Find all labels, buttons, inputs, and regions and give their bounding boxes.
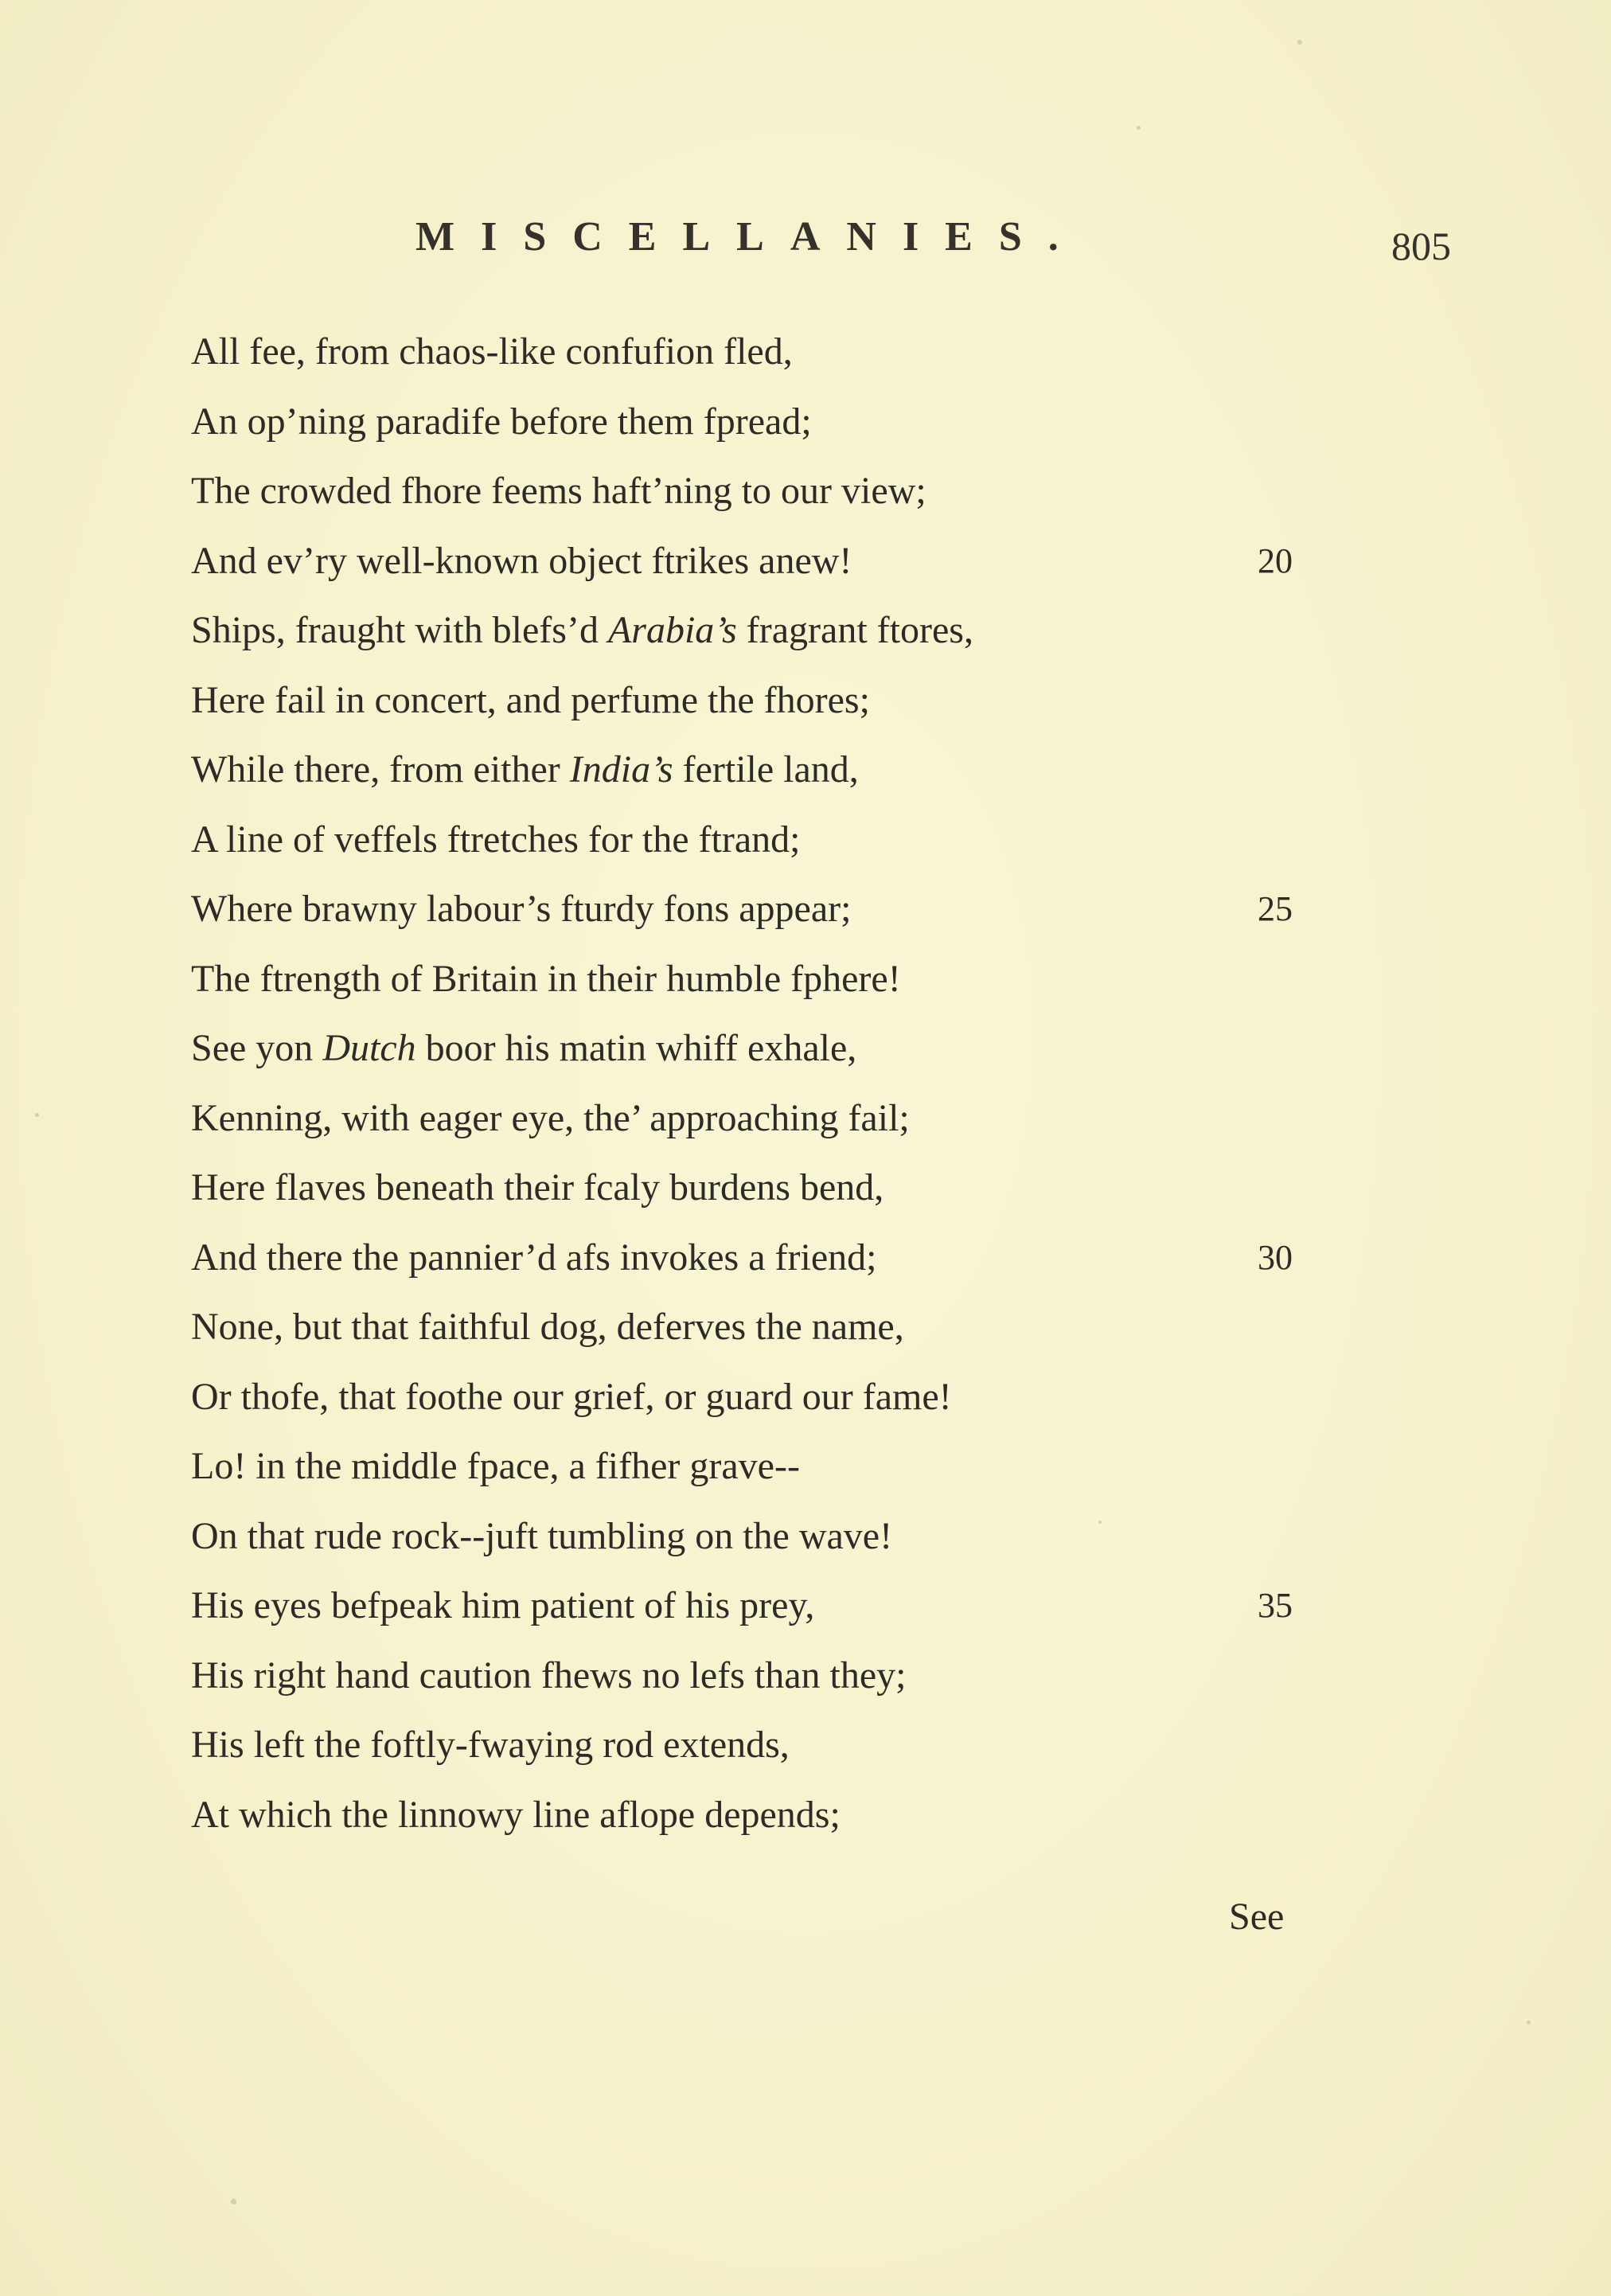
paper-speck [1527,2021,1531,2025]
paper-speck [231,2199,236,2204]
paper-speck [1098,1521,1102,1524]
line-number: 35 [1258,1586,1293,1625]
verse-line [191,1431,1544,1501]
verse-line-text: All fee, from chaos-like confufion fled, [191,330,793,373]
verse-line-text: Where brawny labour’s fturdy fons appear; [191,888,852,930]
italic-name: Dutch [322,1027,416,1069]
paper-speck [35,1113,39,1117]
verse-line-text: The crowded fhore feems haft’ning to our view; [191,470,926,512]
verse-line-text: None, but that faithful dog, deferves the name, [191,1306,904,1348]
line-number: 30 [1258,1237,1293,1277]
line-number: 20 [1258,541,1293,580]
verse-line-text: Ships, fraught with blefs’d Arabia’s fragrant ftores, [191,609,973,651]
italic-name: India’s [569,748,673,791]
verse-line [191,1013,1544,1084]
verse-line [191,387,1544,457]
verse-line [191,735,1544,805]
verse-line [191,317,1544,387]
verse-line-text: Here fail in concert, and perfume the fhores; [191,678,870,721]
catchword: See [1229,1896,1285,1938]
verse-line [191,1780,1544,1850]
verse-line [191,1084,1544,1154]
verse-line [191,1362,1544,1432]
verse-line [191,1501,1544,1572]
verse-line-text: While there, from either India’s fertile land, [191,748,859,791]
verse-line [191,805,1544,875]
paper-speck [1297,40,1302,45]
verse-line-text: Here flaves beneath their fcaly burdens bend, [191,1166,884,1209]
verse-line-text: His left the foftly-fwaying rod extends, [191,1724,790,1766]
verse-line-text: His right hand caution fhews no lefs than they; [191,1654,907,1697]
verse-line-text: An op’ning paradife before them fpread; [191,400,812,443]
verse-line [191,526,1544,596]
verse-line [191,1153,1544,1223]
verse-line [191,874,1544,944]
verse-line-text: Or thofe, that foothe our grief, or guard our fame! [191,1375,952,1418]
verse-line [191,1223,1544,1293]
verse-line [191,1292,1544,1362]
verse-line-text: The ftrength of Britain in their humble fphere! [191,957,901,1000]
verse-line-text: A line of veffels ftretches for the ftrand; [191,818,801,861]
verse-line-text: Kenning, with eager eye, the’ approaching fail; [191,1096,910,1139]
running-head: MISCELLANIES. [415,214,1085,260]
paper-speck [1137,126,1141,130]
verse-line [191,1571,1544,1641]
verse-line-text: His eyes befpeak him patient of his prey, [191,1584,815,1626]
italic-name: Arabia’s [607,609,737,651]
verse-block [191,317,1544,1849]
verse-line [191,666,1544,736]
page-number: 805 [1391,224,1451,268]
verse-line-text: And ev’ry well-known object ftrikes anew! [191,539,852,582]
verse-line-text: And there the pannier’d afs invokes a friend; [191,1236,877,1279]
verse-line-text: Lo! in the middle fpace, a fifher grave-- [191,1445,800,1487]
verse-line-text: At which the linnowy line aflope depends; [191,1793,841,1836]
verse-line [191,595,1544,666]
verse-line-text: On that rude rock--juft tumbling on the wave! [191,1514,893,1557]
verse-line [191,1641,1544,1711]
line-number: 25 [1258,889,1293,928]
verse-line-text: See yon Dutch boor his matin whiff exhale, [191,1027,857,1069]
page-header [0,213,1611,277]
verse-line [191,456,1544,526]
verse-line [191,944,1544,1014]
verse-line [191,1710,1544,1780]
